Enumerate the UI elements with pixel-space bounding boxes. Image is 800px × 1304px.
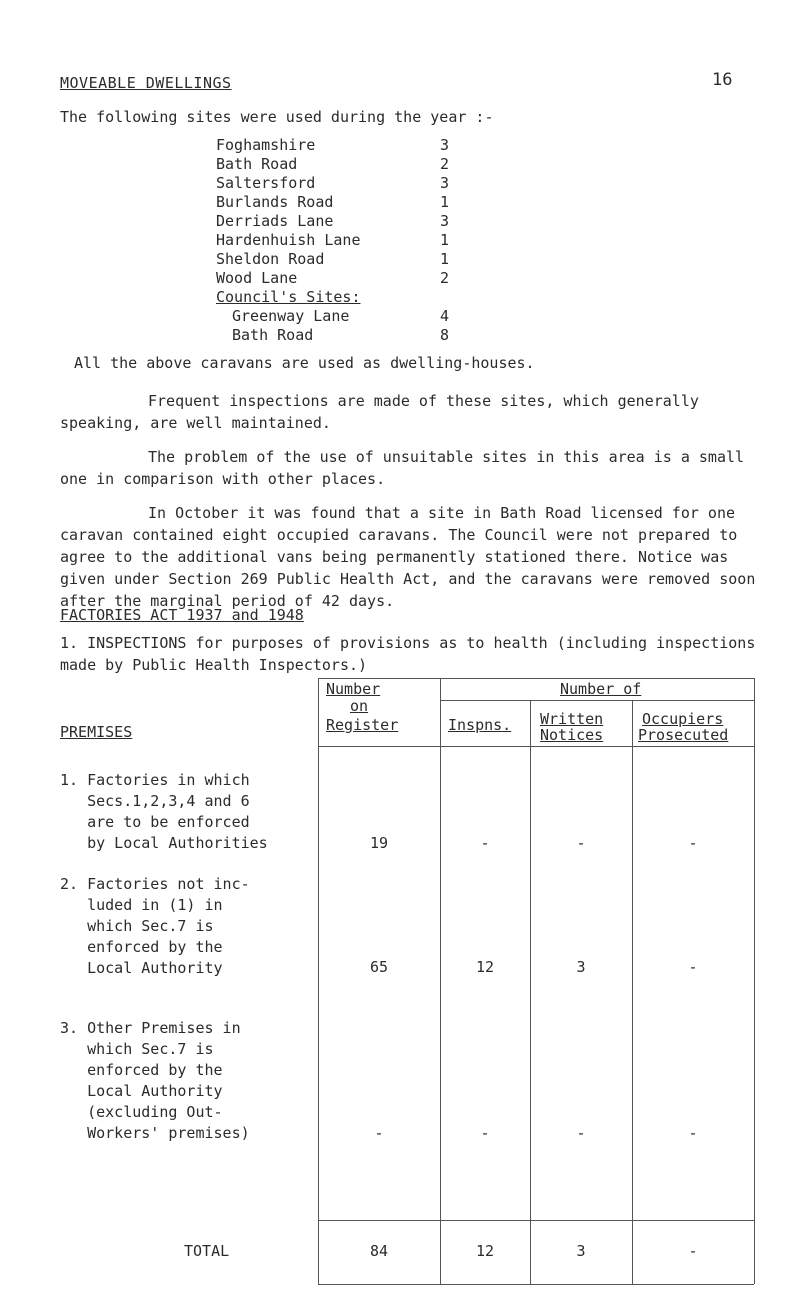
- paragraph: Frequent inspections are made of these sites, which generally speaking, are well maintained.: [60, 392, 699, 432]
- table-row-premises: 1. Factories in which Secs.1,2,3,4 and 6 are to be enforced by Local Authorities: [60, 771, 268, 852]
- column-header-prosecuted: Occupiers: [642, 710, 724, 728]
- list-item: [232, 326, 313, 344]
- table-cell-inspns: 12: [475, 1242, 495, 1260]
- intro-text: The following sites were used during the year :-: [60, 108, 494, 126]
- table-cell-notices: -: [576, 834, 586, 852]
- table-cell-notices: 3: [576, 1242, 586, 1260]
- table-row-premises: 2. Factories not inc- luded in (1) in which Sec.7 is enforced by the Local Authority: [60, 875, 250, 977]
- site-name: Foghamshire: [216, 136, 316, 154]
- site-name: Burlands Road: [216, 193, 334, 211]
- list-item: [216, 212, 333, 230]
- page-title: MOVEABLE DWELLINGS: [60, 74, 232, 92]
- site-name: Derriads Lane: [216, 212, 334, 230]
- list-item: [216, 250, 324, 268]
- list-item: [216, 174, 315, 192]
- column-header-prosecuted: Prosecuted: [638, 726, 729, 744]
- total-label: TOTAL: [184, 1242, 230, 1260]
- site-count: 3: [440, 174, 450, 192]
- site-count: 4: [440, 307, 450, 325]
- site-name: Bath Road: [232, 326, 314, 344]
- table-row-premises: 3. Other Premises in which Sec.7 is enforced by the Local Authority (excluding Out- Workers' premises): [60, 1019, 250, 1142]
- table-cell-prosecuted: -: [688, 1242, 698, 1260]
- column-header-register: Number: [326, 680, 381, 698]
- column-header-register: Register: [326, 716, 399, 734]
- column-header-notices: Written: [540, 710, 604, 728]
- list-item: [216, 136, 315, 154]
- site-count: 3: [440, 136, 450, 154]
- page-number: 16: [712, 70, 733, 90]
- list-item: [216, 231, 361, 249]
- paragraph: The problem of the use of unsuitable sites in this area is a small one in comparison with other places.: [60, 448, 745, 488]
- paragraph: All the above caravans are used as dwelling-houses.: [74, 354, 535, 372]
- site-count: 1: [440, 193, 450, 211]
- list-item: [216, 269, 297, 287]
- site-count: 3: [440, 212, 450, 230]
- table-cell-inspns: -: [480, 834, 490, 852]
- council-sites-heading: Council's Sites:: [216, 288, 361, 306]
- site-name: Greenway Lane: [232, 307, 350, 325]
- paragraph: 1. INSPECTIONS for purposes of provisions as to health (including inspections made by Public Health Inspectors.): [60, 634, 756, 674]
- table-cell-register: 65: [369, 958, 389, 976]
- site-name: Hardenhuish Lane: [216, 231, 361, 249]
- table-cell-prosecuted: -: [688, 834, 698, 852]
- table-cell-notices: 3: [576, 958, 586, 976]
- site-count: 8: [440, 326, 450, 344]
- site-count: 2: [440, 155, 450, 173]
- table-cell-inspns: -: [480, 1124, 490, 1142]
- table-cell-register: -: [374, 1124, 384, 1142]
- table-cell-inspns: 12: [475, 958, 495, 976]
- column-header-premises: PREMISES: [60, 723, 133, 741]
- column-header-inspns: Inspns.: [448, 716, 512, 734]
- site-name: Wood Lane: [216, 269, 298, 287]
- table-cell-prosecuted: -: [688, 1124, 698, 1142]
- table-cell-register: 19: [369, 834, 389, 852]
- section-heading: FACTORIES ACT 1937 and 1948: [60, 606, 304, 624]
- list-item: [216, 193, 333, 211]
- table-cell-register: 84: [369, 1242, 389, 1260]
- column-header-register: on: [350, 697, 369, 715]
- table-cell-notices: -: [576, 1124, 586, 1142]
- table-cell-prosecuted: -: [688, 958, 698, 976]
- site-count: 1: [440, 231, 450, 249]
- column-header-number-of: Number of: [560, 680, 642, 698]
- site-name: Bath Road: [216, 155, 298, 173]
- paragraph: In October it was found that a site in Bath Road licensed for one caravan contained eight occupied caravans. The Council were not prepared to agree to the additional vans being permanently stationed there. Notice was given under Section 269 Public Health Act, and the caravans were removed soon after the marginal period of 42 days.: [60, 504, 756, 610]
- list-item: [232, 307, 349, 325]
- site-count: 2: [440, 269, 450, 287]
- list-item: [216, 155, 297, 173]
- column-header-notices: Notices: [540, 726, 604, 744]
- site-count: 1: [440, 250, 450, 268]
- site-name: Sheldon Road: [216, 250, 325, 268]
- site-name: Saltersford: [216, 174, 316, 192]
